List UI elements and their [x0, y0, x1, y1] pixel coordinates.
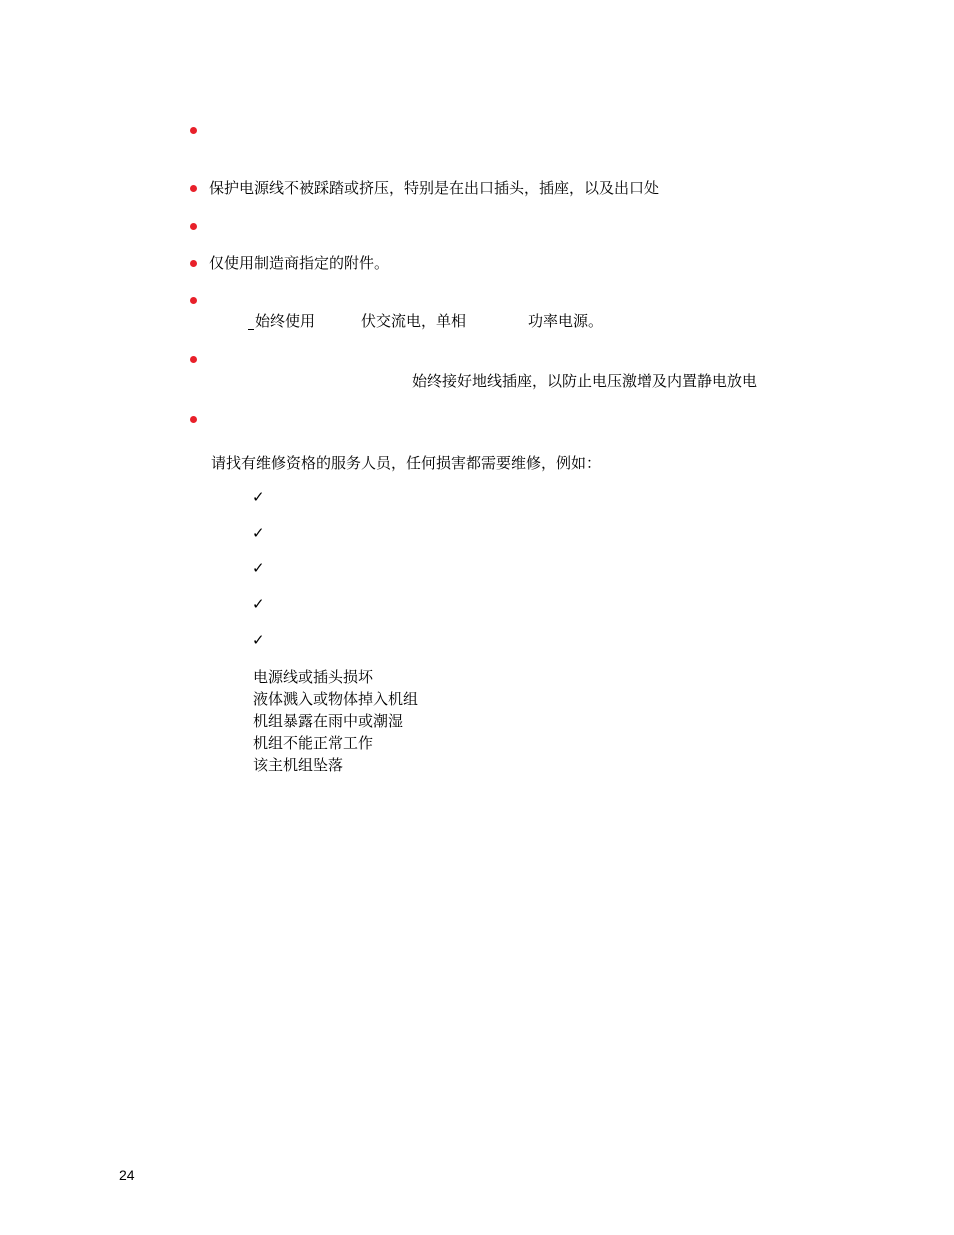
- service-intro-text: 请找有维修资格的服务人员，任何损害都需要维修，例如：: [211, 454, 602, 472]
- check-icon-5: ✓: [252, 631, 265, 649]
- bullet-dot-7: [190, 416, 197, 423]
- bullet-dot-6: [190, 356, 197, 363]
- accessories-text: 仅使用制造商指定的附件。: [209, 254, 390, 272]
- list-item: 该主机组坠落: [253, 756, 344, 774]
- list-item: 机组暴露在雨中或潮湿: [253, 712, 404, 730]
- check-icon-3: ✓: [252, 559, 265, 577]
- underline-mark: [248, 329, 254, 330]
- check-icon-1: ✓: [252, 488, 265, 506]
- power-supply-part1: 始终使用: [255, 312, 316, 330]
- damage-list: [253, 666, 418, 776]
- list-item: 电源线或插头损坏: [253, 668, 374, 686]
- check-icon-4: ✓: [252, 595, 265, 613]
- power-supply-part3: 功率电源。: [528, 312, 604, 330]
- bullet-dot-2: [190, 185, 197, 192]
- bullet-dot-3: [190, 223, 197, 230]
- power-supply-part2: 伏交流电，单相: [361, 312, 467, 330]
- ground-outlet-text: 始终接好地线插座，以防止电压激增及内置静电放电: [412, 372, 758, 390]
- page-number: 24: [119, 1167, 135, 1183]
- bullet-dot-1: [190, 127, 197, 134]
- bullet-dot-4: [190, 260, 197, 267]
- check-icon-2: ✓: [252, 524, 265, 542]
- power-cord-protection-text: 保护电源线不被踩踏或挤压，特别是在出口插头，插座，以及出口处: [209, 179, 660, 197]
- list-item: 机组不能正常工作: [253, 734, 374, 752]
- bullet-dot-5: [190, 297, 197, 304]
- list-item: 液体溅入或物体掉入机组: [253, 690, 419, 708]
